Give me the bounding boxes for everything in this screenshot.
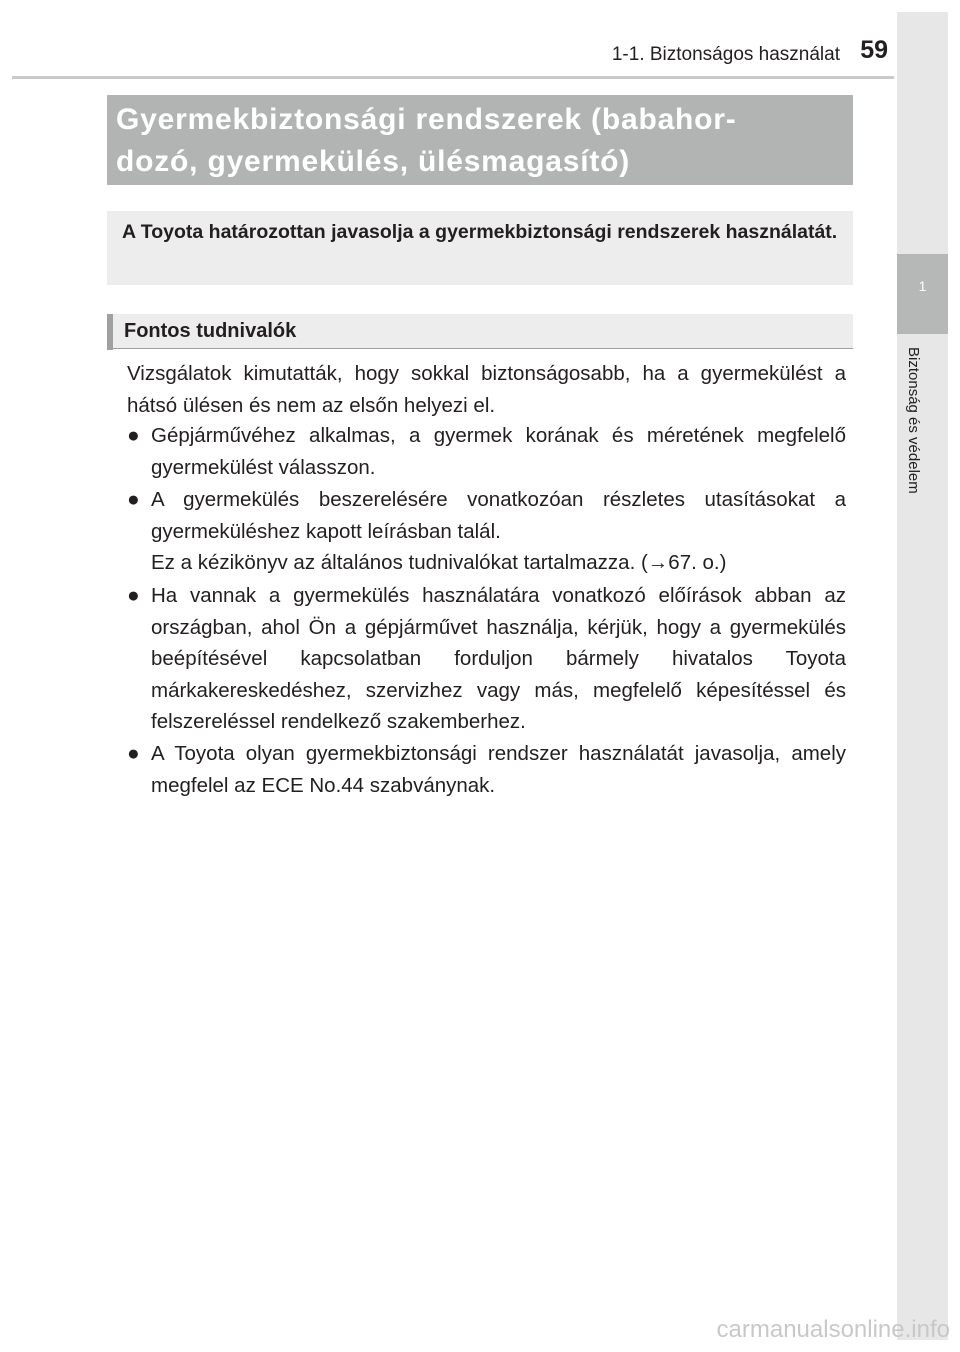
chapter-number: 1	[918, 278, 927, 294]
list-item-text: Gépjárművéhez alkalmas, a gyermek korának és méretének megfelelő gyermekülést válasszon.	[151, 424, 846, 479]
page-title-line-2: dozó, gyermekülés, ülésmagasító)	[116, 145, 631, 178]
list-item-note: Ez a kézikönyv az általános tudnivalókat tartalmazza. (→67. o.)	[151, 551, 727, 574]
intro-text: A Toyota határozottan javasolja a gyermekbiztonsági rendszerek használatát.	[122, 221, 838, 243]
list-item-text: A gyermekülés beszerelésére vonatkozóan részletes utasításokat a gyermeküléshez kapott leírásban talál.	[151, 488, 846, 543]
section-title: 1-1. Biztonságos használat	[611, 44, 840, 65]
watermark: carmanualsonline.info	[716, 1316, 950, 1343]
list-item	[151, 580, 846, 738]
page-number: 59	[860, 36, 888, 64]
subheading: Fontos tudnivalók	[124, 320, 297, 342]
page-title	[116, 99, 836, 183]
bullet-icon: ●	[127, 584, 140, 607]
list-item-text: A Toyota olyan gyermekbiztonsági rendszer használatát javasolja, amely megfelel az ECE No.44 szabványnak.	[151, 742, 846, 797]
intro-paragraph: Vizsgálatok kimutatták, hogy sokkal biztonságosabb, ha a gyermekülést a hátsó ülésen és nem az elsőn helyezi el.	[127, 362, 846, 417]
page-title-line-1: Gyermekbiztonsági rendszerek (babahor-	[116, 103, 737, 136]
subheading-accent-bar	[107, 314, 113, 350]
list-item	[151, 420, 846, 483]
bullet-icon: ●	[127, 424, 140, 447]
chapter-label: Biztonság és védelem	[905, 347, 922, 494]
chapter-side-tab	[897, 12, 948, 1340]
list-item	[151, 738, 846, 801]
chapter-tab-active	[897, 254, 948, 334]
list-item	[151, 484, 846, 579]
bullet-icon: ●	[127, 488, 140, 511]
list-item-text: Ha vannak a gyermekülés használatára vonatkozó előírások abban az országban, ahol Ön a gépjárművet használja, kérjük, hogy a gyermekülés beépítésével kapcsolatban forduljon bármely hivatalos Toyota márkakereskedéshez, szervizhez vagy más, megfelelő képesítéssel és felszereléssel rendelkező szakemberhez.	[151, 584, 846, 733]
bullet-icon: ●	[127, 742, 140, 765]
header-divider	[12, 76, 894, 79]
